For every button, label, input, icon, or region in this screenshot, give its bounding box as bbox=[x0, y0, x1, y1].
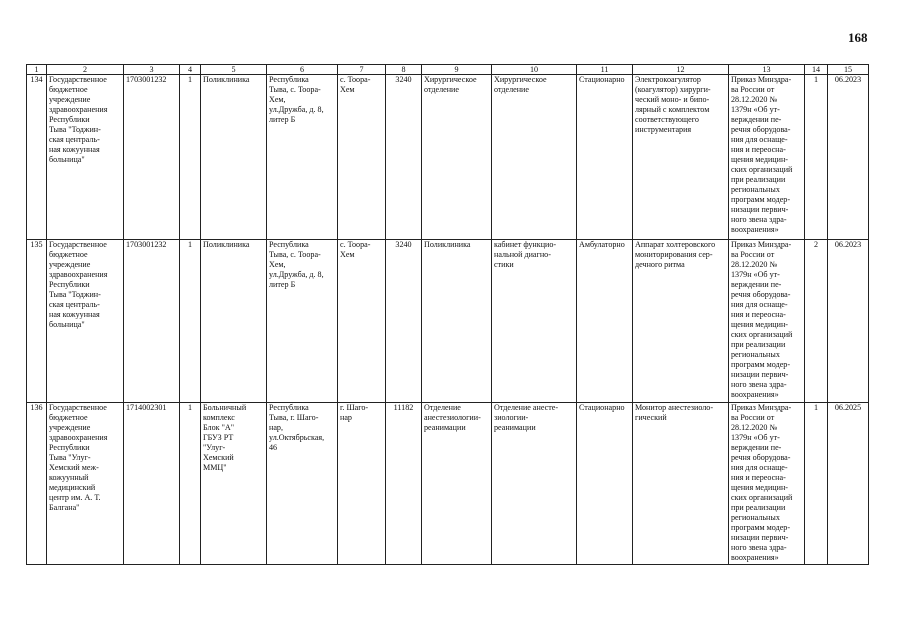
department: Хирургическое отделение bbox=[422, 75, 492, 240]
column-header: 11 bbox=[577, 65, 633, 75]
table-row bbox=[27, 403, 869, 565]
inn-code: 1703001232 bbox=[124, 75, 180, 240]
department: Отделение анестезиологии- реанимации bbox=[422, 403, 492, 565]
address: Республика Тыва, г. Шаго- нар, ул.Октябрьская, 46 bbox=[267, 403, 338, 565]
unit-count: 1 bbox=[180, 75, 201, 240]
due-date: 06.2023 bbox=[828, 240, 869, 403]
care-mode: Стационарно bbox=[577, 403, 633, 565]
equipment-table bbox=[26, 64, 869, 565]
column-header: 2 bbox=[47, 65, 124, 75]
column-header: 10 bbox=[492, 65, 577, 75]
regulation: Приказ Минздра- ва России от 28.12.2020 № 1379н «Об ут- верждении пе- речня оборудова- ния для оснаще- ния и переосна- щения медицин- ских организаций при реализации региональных программ модер- низации первич- ного звена здра- воохранения» bbox=[729, 403, 805, 565]
equipment-name: Монитор анестезиоло- гический bbox=[633, 403, 729, 565]
inn-code: 1714002301 bbox=[124, 403, 180, 565]
due-date: 06.2023 bbox=[828, 75, 869, 240]
row-number: 136 bbox=[27, 403, 47, 565]
column-number-row bbox=[27, 65, 869, 75]
institution-name: Государственное бюджетное учреждение здравоохранения Республики Тыва "Тоджин- ская централь- ная кожуунная больница" bbox=[47, 240, 124, 403]
area-value: 3240 bbox=[386, 240, 422, 403]
locality: г. Шаго- нар bbox=[338, 403, 386, 565]
quantity: 2 bbox=[805, 240, 828, 403]
column-header: 13 bbox=[729, 65, 805, 75]
unit-count: 1 bbox=[180, 403, 201, 565]
column-header: 8 bbox=[386, 65, 422, 75]
locality: с. Тоора- Хем bbox=[338, 240, 386, 403]
subdivision: кабинет функцио- нальной диагно- стики bbox=[492, 240, 577, 403]
building-name: Поликлиника bbox=[201, 240, 267, 403]
subdivision: Хирургическое отделение bbox=[492, 75, 577, 240]
due-date: 06.2025 bbox=[828, 403, 869, 565]
institution-name: Государственное бюджетное учреждение здравоохранения Республики Тыва "Тоджин- ская централь- ная кожуунная больница" bbox=[47, 75, 124, 240]
row-number: 134 bbox=[27, 75, 47, 240]
regulation: Приказ Минздра- ва России от 28.12.2020 № 1379н «Об ут- верждении пе- речня оборудова- ния для оснаще- ния и переосна- щения медицин- ских организаций при реализации региональных программ модер- низации первич- ного звена здра- воохранения» bbox=[729, 75, 805, 240]
table-row bbox=[27, 240, 869, 403]
equipment-name: Аппарат холтеровского мониторирования сер- дечного ритма bbox=[633, 240, 729, 403]
column-header: 12 bbox=[633, 65, 729, 75]
building-name: Поликлиника bbox=[201, 75, 267, 240]
unit-count: 1 bbox=[180, 240, 201, 403]
subdivision: Отделение анесте- зиологии- реанимации bbox=[492, 403, 577, 565]
table-row bbox=[27, 75, 869, 240]
column-header: 1 bbox=[27, 65, 47, 75]
area-value: 3240 bbox=[386, 75, 422, 240]
quantity: 1 bbox=[805, 75, 828, 240]
column-header: 9 bbox=[422, 65, 492, 75]
column-header: 5 bbox=[201, 65, 267, 75]
department: Поликлиника bbox=[422, 240, 492, 403]
column-header: 3 bbox=[124, 65, 180, 75]
equipment-name: Электрокоагулятор (коагулятор) хирурги- ческий моно- и бипо- лярный с комплектом соответствующего инструментария bbox=[633, 75, 729, 240]
regulation: Приказ Минздра- ва России от 28.12.2020 № 1379н «Об ут- верждении пе- речня оборудова- ния для оснаще- ния и переосна- щения медицин- ских организаций при реализации региональных программ модер- низации первич- ного звена здра- воохранения» bbox=[729, 240, 805, 403]
care-mode: Стационарно bbox=[577, 75, 633, 240]
column-header: 15 bbox=[828, 65, 869, 75]
institution-name: Государственное бюджетное учреждение здравоохранения Республики Тыва "Улуг- Хемский меж- кожуунный медицинский центр им. А. Т. Балгана" bbox=[47, 403, 124, 565]
quantity: 1 bbox=[805, 403, 828, 565]
inn-code: 1703001232 bbox=[124, 240, 180, 403]
address: Республика Тыва, с. Тоора- Хем, ул.Дружба, д. 8, литер Б bbox=[267, 240, 338, 403]
column-header: 6 bbox=[267, 65, 338, 75]
page-number: 168 bbox=[848, 30, 868, 45]
address: Республика Тыва, с. Тоора- Хем, ул.Дружба, д. 8, литер Б bbox=[267, 75, 338, 240]
column-header: 7 bbox=[338, 65, 386, 75]
column-header: 4 bbox=[180, 65, 201, 75]
column-header: 14 bbox=[805, 65, 828, 75]
care-mode: Амбулаторно bbox=[577, 240, 633, 403]
area-value: 11182 bbox=[386, 403, 422, 565]
building-name: Больничный комплекс Блок "А" ГБУЗ РТ "Улуг- Хемский ММЦ" bbox=[201, 403, 267, 565]
locality: с. Тоора- Хем bbox=[338, 75, 386, 240]
row-number: 135 bbox=[27, 240, 47, 403]
